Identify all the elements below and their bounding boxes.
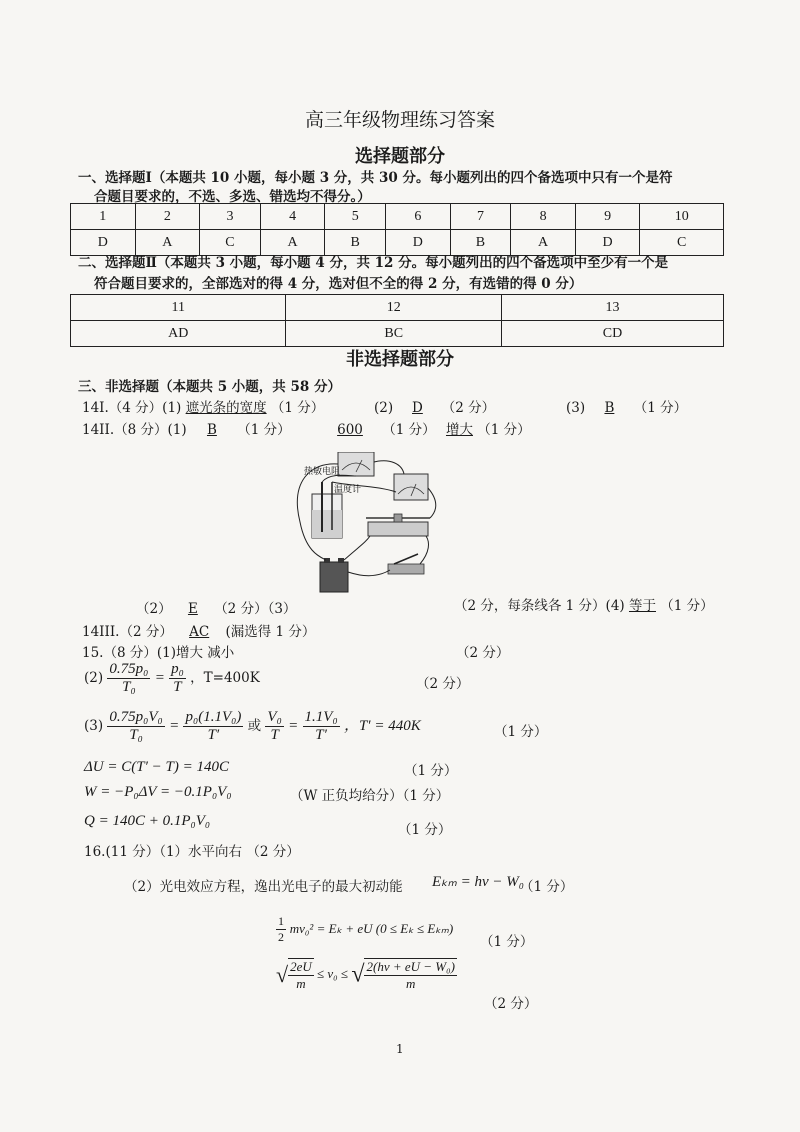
- fraction-numerator: 0.75p₀V₀: [109, 709, 163, 725]
- q14II-answer1: B: [206, 422, 217, 438]
- q14II-b-answer4: 等于: [628, 598, 656, 614]
- q15-f2-result: ，T=400K: [190, 670, 260, 686]
- q15-f3d: [303, 709, 340, 744]
- q14II-b-left: [136, 597, 296, 617]
- fraction-numerator: 2(hν + eU − W₀): [366, 959, 455, 974]
- fraction-denominator: T: [173, 679, 182, 695]
- table-cell: A: [260, 230, 325, 256]
- q15-p2: (2): [84, 670, 104, 686]
- q16-eq3: √ $\frac{2eU}{m}$ ≤ v₀ ≤ √ $\frac{\text{2(hν + eU − W₀)}}{m}$: [276, 959, 455, 991]
- table-cell: 6: [386, 204, 451, 230]
- fraction-denominator: T: [270, 727, 279, 743]
- q14I-part3: [566, 396, 687, 416]
- q14II-b-score2: （2 分）（3）: [214, 601, 297, 617]
- q16-eq2: [276, 914, 453, 945]
- q15-line1: 15.（8 分）(1)增大 减小: [82, 645, 235, 661]
- q14II-b-score4: （1 分）: [660, 598, 714, 614]
- sec1-line1: 一、选择题I（本题共 10 小题，每小题 3 分，共 30 分。每小题列出的四个备选项中只有一个是符: [78, 170, 673, 186]
- sec1-line2: 合题目要求的，不选、多选、错选均不得分。）: [94, 189, 371, 205]
- table-cell: D: [575, 230, 640, 256]
- sec2-line1: 二、选择题Ⅱ（本题共 3 小题，每小题 4 分，共 12 分。每小题列出的四个备选项中至少有一个是: [78, 255, 669, 271]
- q14II-score2: （1 分）: [382, 422, 436, 438]
- table-cell: D: [71, 230, 136, 256]
- page-title: 高三年级物理练习答案: [304, 109, 495, 131]
- table1-number-row: [71, 204, 724, 230]
- q15-f2-left: [107, 661, 150, 696]
- q15-score2: （2 分）: [416, 676, 470, 692]
- q14I-answer2: D: [412, 400, 423, 416]
- q14III-line: [82, 620, 315, 640]
- ammeter-icon: [394, 474, 428, 500]
- fraction-numerator: V₀: [267, 709, 282, 725]
- table-cell: C: [200, 230, 261, 256]
- switch-icon: [388, 554, 424, 574]
- q14II-part2: [322, 418, 531, 438]
- q14II-line: [82, 418, 291, 438]
- table-cell: 4: [260, 204, 325, 230]
- q16-half: [276, 914, 286, 945]
- table-cell: 13: [501, 295, 723, 321]
- q15-delta-u-score: （1 分）: [404, 763, 458, 779]
- table-cell: CD: [501, 321, 723, 347]
- q15-line1-score: （2 分）: [456, 645, 510, 661]
- fraction-numerator: 0.75p₀: [109, 661, 149, 677]
- q15-score3: （1 分）: [494, 724, 548, 740]
- rheostat-icon: [366, 514, 430, 536]
- q14II-b-score3: （2 分，每条线各 1 分）(4): [454, 598, 625, 614]
- q15-work-score: （W 正负均给分）（1 分）: [290, 788, 450, 804]
- q15-f2-right: [169, 661, 186, 696]
- fraction-denominator: T₀: [129, 727, 143, 743]
- q15-p3: (3): [84, 718, 104, 734]
- thermistor-label: 热敏电阻: [304, 466, 341, 476]
- table-cell: 7: [450, 204, 511, 230]
- q16-sqrt-b: [364, 958, 456, 992]
- fraction-numerator: 2eU: [290, 959, 312, 974]
- voltmeter-icon: [338, 452, 374, 476]
- q15-or: 或: [247, 718, 262, 734]
- q14I-score3: （1 分）: [633, 400, 688, 416]
- fraction-numerator: p₀: [171, 661, 184, 677]
- battery-icon: [320, 558, 348, 592]
- circuit-diagram: [290, 452, 440, 598]
- q16-ekm-score: （1 分）: [520, 879, 574, 895]
- q16-eq2-body: mv₀² = Eₖ + eU (0 ≤ Eₖ ≤ Eₖₘ): [289, 920, 454, 936]
- q16-eq3-mid: ≤ v₀ ≤: [317, 965, 349, 981]
- q16-line2: （2）光电效应方程，逸出光电子的最大初动能: [124, 879, 403, 895]
- q15-heat: Q = 140C + 0.1P₀V₀: [84, 813, 211, 829]
- fraction-denominator: T₀: [122, 679, 136, 695]
- table-cell: 1: [71, 204, 136, 230]
- q16-eq3-score: （2 分）: [484, 996, 538, 1012]
- fraction-denominator: 2: [278, 930, 284, 944]
- table-cell: D: [386, 230, 451, 256]
- table-cell: 2: [135, 204, 200, 230]
- table-cell: AD: [71, 321, 286, 347]
- table-cell: 11: [71, 295, 286, 321]
- table-cell: 5: [325, 204, 386, 230]
- q14II-answer3: 增大: [445, 422, 473, 438]
- q14III-answer: AC: [189, 624, 210, 640]
- table-cell: BC: [286, 321, 501, 347]
- table-cell: A: [135, 230, 200, 256]
- q15-f3a: [107, 709, 164, 744]
- q14I-prefix: 14I.（4 分）(1): [82, 400, 182, 416]
- q15-f3c: [265, 709, 283, 744]
- fraction-numerator: 1: [278, 914, 284, 928]
- q14I-p3: (3): [566, 400, 586, 416]
- answer-table-1: [70, 203, 724, 256]
- q15-delta-u: ΔU = C(T′ − T) = 140C: [84, 759, 229, 775]
- table-cell: 9: [575, 204, 640, 230]
- table-cell: A: [511, 230, 576, 256]
- table2-number-row: [71, 295, 724, 321]
- q14II-prefix: 14II.（8 分）(1): [82, 422, 187, 438]
- sec2-line2: 符合题目要求的，全部选对的得 4 分，选对但不全的得 2 分，有选错的得 0 分）: [94, 276, 583, 292]
- q15-f3-result: ，T′ = 440K: [343, 718, 421, 734]
- table-cell: 12: [286, 295, 501, 321]
- q15-f3b: [183, 709, 243, 744]
- q15-part2: (2) $\frac{\text{0.75p₀}}{\text{T₀}}$ = $\frac{\text{p₀}}{T}$ ，T=400K: [84, 661, 260, 695]
- q15-part3: (3) $\frac{\text{0.75p₀V₀}}{\text{T₀}}$ = $\frac{\text{p₀(1.1V₀)}}{T'}$ 或 $\frac{\text{V₀}}{T}$ = $\frac{\text{1.1V₀}}{T'}$ ，T′ = 440K: [84, 709, 421, 743]
- part2-heading: 非选择题部分: [346, 349, 454, 370]
- q15-work: W = −P₀ΔV = −0.1P₀V₀: [84, 784, 232, 800]
- q14I-answer3: B: [604, 400, 615, 416]
- q14III-prefix: 14III.（2 分）: [82, 624, 173, 640]
- sec3-line: 三、非选择题（本题共 5 小题，共 58 分）: [78, 379, 341, 395]
- answer-table-2: [70, 294, 724, 347]
- q14II-score1: （1 分）: [237, 422, 291, 438]
- part1-heading: 选择题部分: [355, 146, 445, 167]
- thermometer-label: 温度计: [334, 484, 362, 494]
- table-cell: 3: [200, 204, 261, 230]
- fraction-numerator: 1.1V₀: [304, 709, 338, 725]
- table-cell: B: [325, 230, 386, 256]
- q14II-b-p2: （2）: [136, 601, 172, 617]
- q16-line1: 16.(11 分）（1）水平向右 （2 分）: [84, 844, 300, 860]
- q14II-b-answer2: E: [187, 601, 198, 617]
- page-number: 1: [396, 1042, 404, 1056]
- table-cell: 8: [511, 204, 576, 230]
- fraction-denominator: m: [406, 976, 416, 991]
- q14I-line: [82, 396, 324, 416]
- table2-answer-row: [71, 321, 724, 347]
- q14I-p2: (2): [374, 400, 394, 416]
- fraction-denominator: T′: [207, 727, 220, 743]
- q14I-score1: （1 分）: [270, 400, 325, 416]
- q14II-b-right: [454, 594, 714, 614]
- q15-heat-score: （1 分）: [398, 822, 452, 838]
- table-cell: 10: [640, 204, 724, 230]
- q16-sqrt-a: [288, 958, 314, 992]
- fraction-denominator: T′: [315, 727, 327, 743]
- q16-eq2-score: （1 分）: [480, 934, 534, 950]
- fraction-numerator: p₀(1.1V₀): [185, 709, 242, 725]
- q14I-score2: （2 分）: [441, 400, 496, 416]
- q14II-score3: （1 分）: [477, 422, 531, 438]
- q14II-answer2: 600: [337, 422, 363, 438]
- table-cell: C: [640, 230, 724, 256]
- fraction-denominator: m: [296, 976, 306, 991]
- table-cell: B: [450, 230, 511, 256]
- q14I-answer1: 遮光条的宽度: [185, 400, 267, 416]
- q16-ekm: Eₖₘ = hν − W₀: [432, 874, 525, 890]
- q14III-note: (漏选得 1 分）: [225, 624, 316, 640]
- q14I-part2: [374, 396, 495, 416]
